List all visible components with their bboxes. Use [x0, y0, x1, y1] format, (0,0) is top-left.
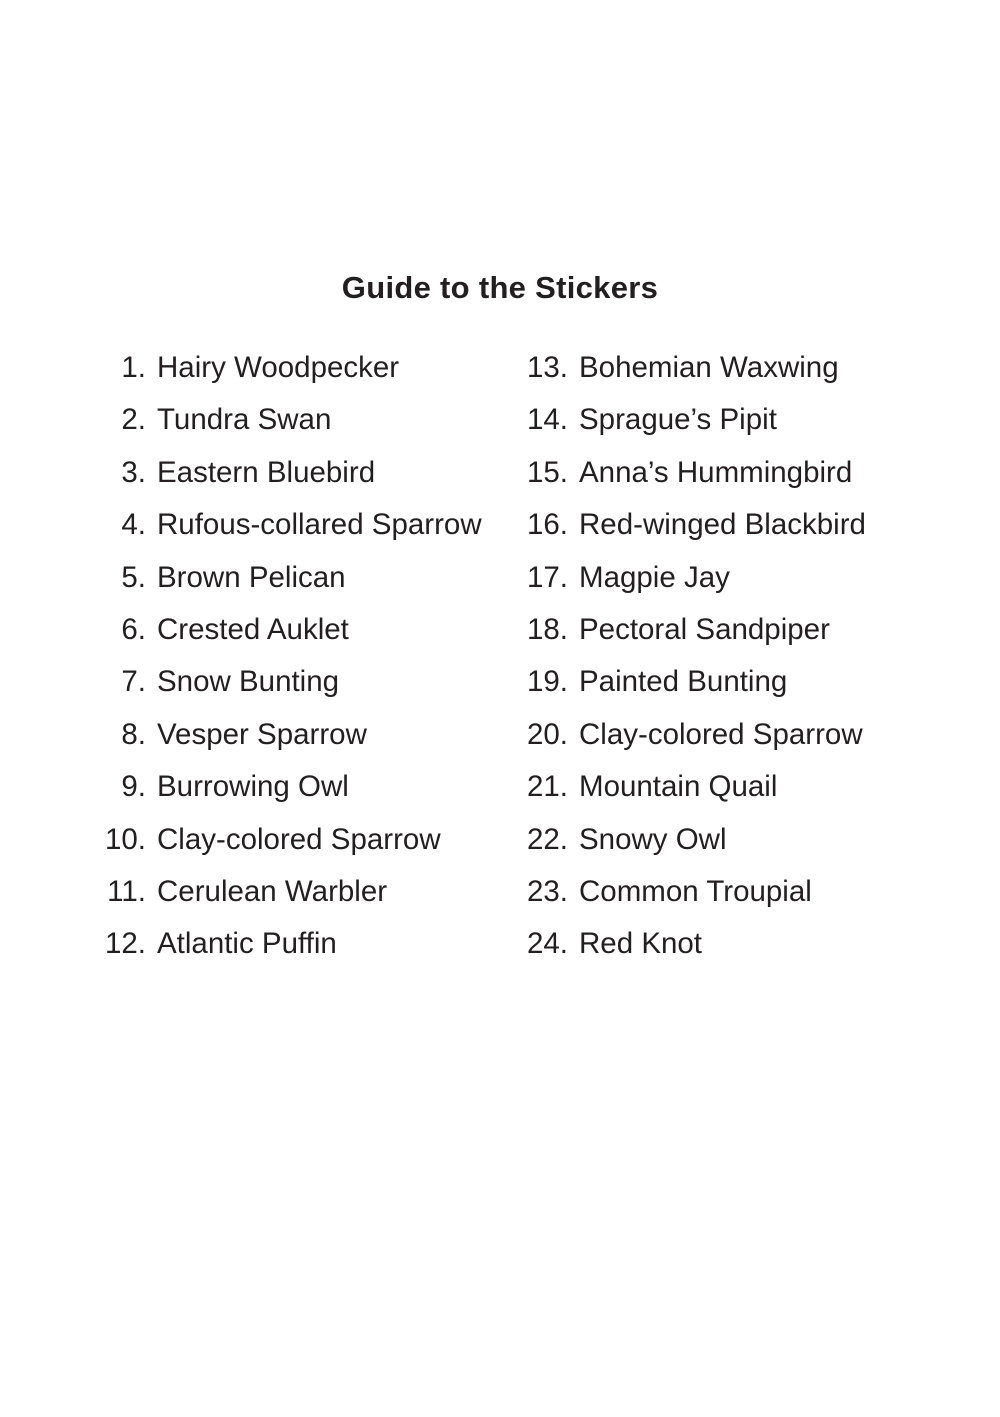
list-item [92, 604, 492, 656]
item-name: Rufous-collared Sparrow [157, 508, 482, 542]
item-name: Clay-colored Sparrow [157, 822, 441, 856]
item-name: Atlantic Puffin [157, 927, 337, 961]
item-number: 9. [121, 770, 146, 804]
list-item [92, 552, 492, 604]
list-item [512, 342, 932, 394]
item-number: 23. [526, 874, 568, 908]
item-name: Sprague’s Pipit [579, 403, 777, 437]
item-name: Pectoral Sandpiper [579, 612, 830, 646]
list-item [512, 656, 932, 708]
list-item [512, 918, 932, 970]
item-name: Crested Auklet [157, 612, 349, 646]
item-name: Anna’s Hummingbird [579, 455, 853, 489]
item-name: Common Troupial [579, 874, 812, 908]
item-name: Magpie Jay [579, 560, 730, 594]
item-number: 18. [526, 612, 568, 646]
item-number: 14. [526, 403, 568, 437]
item-name: Tundra Swan [157, 403, 332, 437]
list-item [92, 447, 492, 499]
item-name: Painted Bunting [579, 665, 788, 699]
list-item [92, 866, 492, 918]
item-number: 20. [526, 717, 568, 751]
list-item [512, 604, 932, 656]
item-name: Clay-colored Sparrow [579, 717, 863, 751]
item-number: 16. [526, 508, 568, 542]
item-name: Eastern Bluebird [157, 455, 376, 489]
item-name: Snow Bunting [157, 665, 340, 699]
list-item [512, 394, 932, 446]
sticker-list-left [92, 342, 492, 971]
item-number: 1. [121, 351, 146, 384]
list-item [512, 814, 932, 866]
item-name: Vesper Sparrow [157, 717, 367, 751]
list-item [92, 656, 492, 708]
list-item [92, 761, 492, 813]
list-item [512, 499, 932, 551]
item-number: 24. [526, 927, 568, 961]
list-item [92, 814, 492, 866]
item-number: 4. [121, 508, 146, 542]
item-name: Red-winged Blackbird [579, 508, 866, 542]
item-name: Mountain Quail [579, 770, 778, 804]
item-number: 8. [121, 717, 146, 751]
item-name: Hairy Woodpecker [157, 351, 400, 384]
item-number: 22. [526, 822, 568, 856]
item-number: 21. [526, 770, 568, 804]
item-number: 13. [526, 351, 568, 384]
list-item [92, 342, 492, 394]
list-item [512, 447, 932, 499]
item-number: 19. [526, 665, 568, 699]
item-number: 10. [104, 822, 146, 856]
item-number: 15. [526, 455, 568, 489]
list-item [512, 866, 932, 918]
item-name: Brown Pelican [157, 560, 346, 594]
item-number: 11. [107, 874, 146, 908]
item-name: Red Knot [579, 927, 702, 961]
item-name: Bohemian Waxwing [579, 351, 839, 384]
sticker-list-right [512, 342, 932, 971]
item-number: 2. [121, 403, 146, 437]
list-item [512, 709, 932, 761]
list-item [92, 709, 492, 761]
item-name: Cerulean Warbler [157, 874, 388, 908]
page-title: Guide to the Stickers [341, 270, 659, 305]
list-item [512, 552, 932, 604]
list-item [92, 499, 492, 551]
list-item [92, 918, 492, 970]
list-item [92, 394, 492, 446]
item-name: Burrowing Owl [157, 770, 349, 804]
item-number: 3. [121, 455, 146, 489]
item-number: 12. [104, 927, 146, 961]
item-name: Snowy Owl [579, 822, 727, 856]
item-number: 5. [121, 560, 146, 594]
item-number: 7. [121, 665, 146, 699]
item-number: 6. [121, 612, 146, 646]
item-number: 17. [526, 560, 568, 594]
list-item [512, 761, 932, 813]
